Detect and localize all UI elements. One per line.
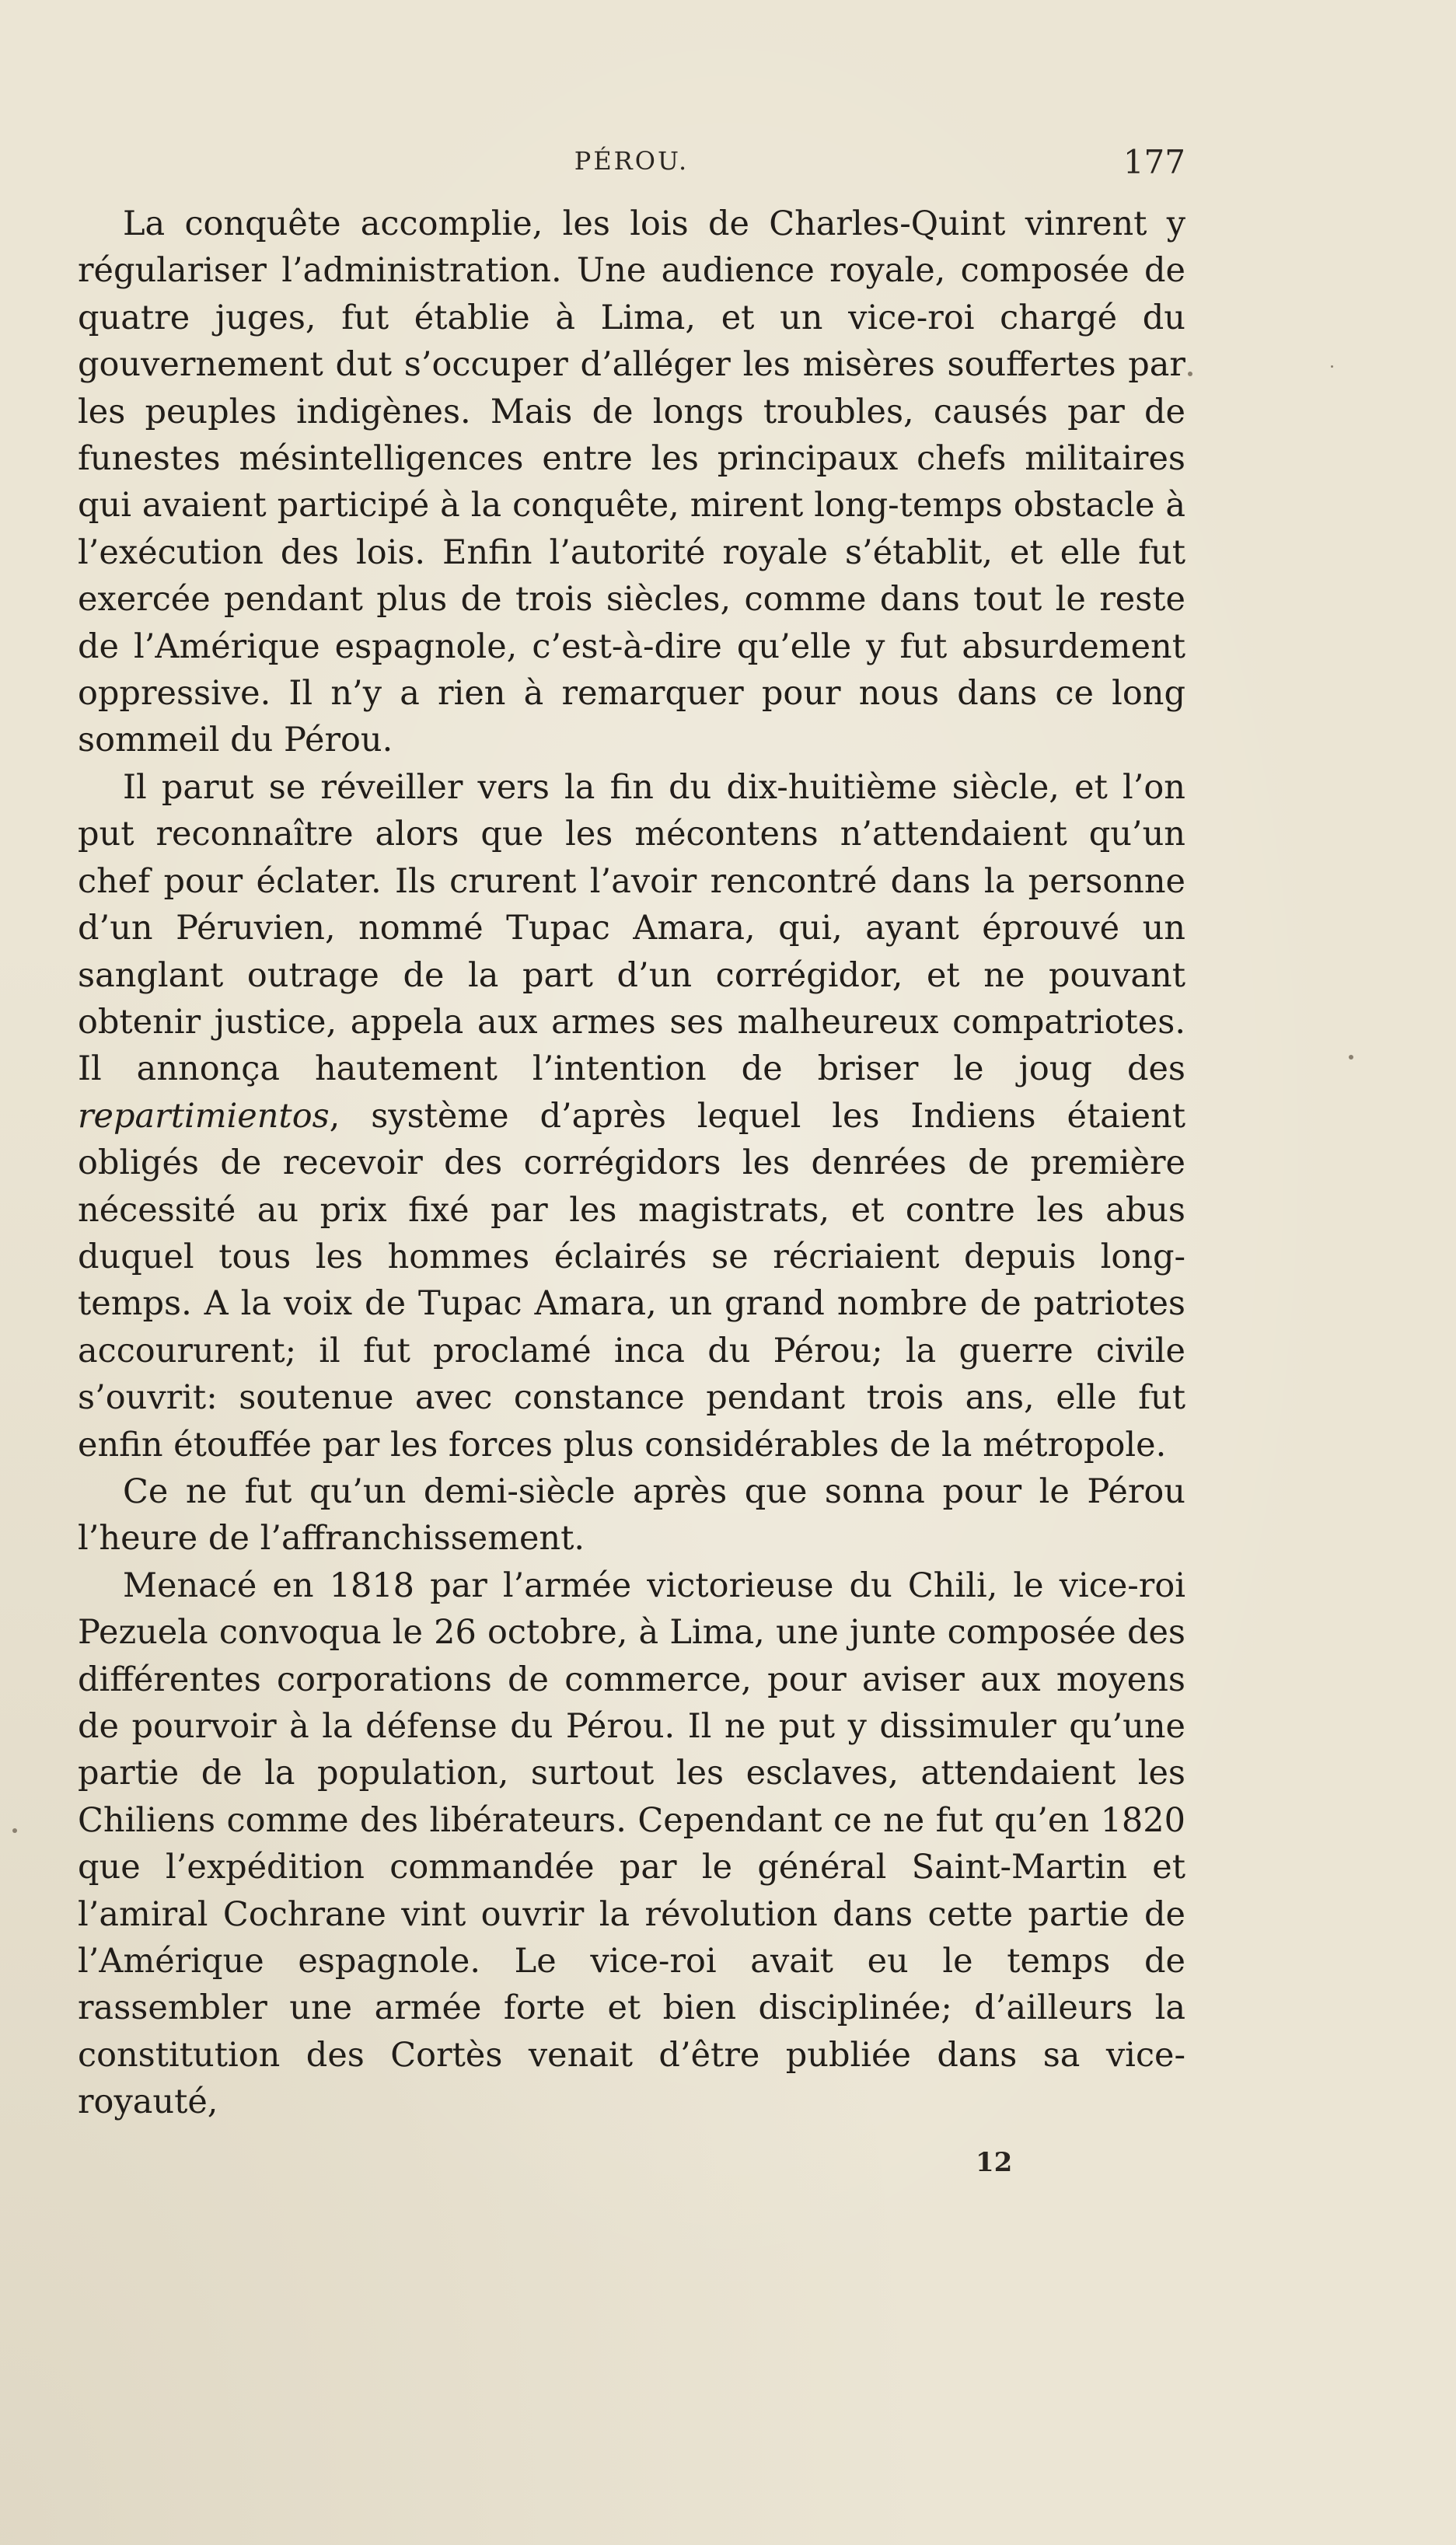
signature-mark: 12 <box>976 2147 1013 2178</box>
paragraph <box>78 1562 1185 2126</box>
paragraph <box>78 1468 1185 1562</box>
text-span: Menacé en 1818 par l’armée victorieuse du Chili, le vice-roi Pezuela convoqua le 26 octobre, à Lima, une junte composée des différentes corporations de commerce, pour aviser aux moyens de pourvoir à la défense du Pérou. Il ne put y dissimuler qu’une partie de la population, surtout les esclaves, attendaient les Chiliens comme des libérateurs. Cependant ce ne fut qu’en 1820 que l’expédition commandée par le général Saint-Martin et l’amiral Cochrane vint ouvrir la révolution dans cette partie de l’Amérique espagnole. Le vice-roi avait eu le temps de rassembler une armée forte et bien disciplinée; d’ailleurs la constitution des Cortès venait d’être publiée dans sa vice-royauté, <box>78 1566 1185 2122</box>
text-span: La conquête accomplie, les lois de Charles-Quint vinrent y régulariser l’administration. Une audience royale, composée de quatre juges, fut établie à Lima, et un vice-roi chargé du gouvernement dut s’occuper d’alléger les misères souffertes par les peuples indigènes. Mais de longs troubles, causés par de funestes mésintelligences entre les principaux chefs militaires qui avaient participé à la conquête, mirent long-temps obstacle à l’exécution des lois. Enfin l’autorité royale s’établit, et elle fut exercée pendant plus de trois siècles, comme dans tout le reste de l’Amérique espagnole, c’est-à-dire qu’elle y fut absurdement oppressive. Il n’y a rien à remarquer pour nous dans ce long sommeil du Pérou. <box>78 204 1185 760</box>
text-span: Ce ne fut qu’un demi-siècle après que sonna pour le Pérou l’heure de l’affranchissement. <box>78 1471 1185 1559</box>
body-text <box>78 201 1185 2126</box>
paper-speck <box>1349 1055 1353 1060</box>
paragraph <box>78 201 1185 764</box>
paragraph <box>78 764 1185 1468</box>
running-title: PÉROU. <box>574 146 690 176</box>
paper-speck <box>1331 365 1333 368</box>
paper-speck <box>1188 372 1192 376</box>
paper-speck <box>12 1828 17 1833</box>
page-number: 177 <box>1123 143 1185 181</box>
running-head <box>78 143 1185 193</box>
italic-term: repartimientos <box>78 1096 330 1136</box>
text-span: Il parut se réveiller vers la fin du dix-huitième siècle, et l’on put reconnaître alors que les mécontens n’attendaient qu’un chef pour éclater. Ils crurent l’avoir rencontré dans la personne d’un Péruvien, nommé Tupac Amara, qui, ayant éprouvé un sanglant outrage de la part d’un corrégidor, et ne pouvant obtenir justice, appela aux armes ses malheureux compatriotes. Il annonça hautement l’intention de briser le joug des <box>78 767 1185 1089</box>
text-span: , système d’après lequel les Indiens étaient obligés de recevoir des corrégidors les denrées de première nécessité au prix fixé par les magistrats, et contre les abus duquel tous les hommes éclairés se récriaient depuis long-temps. A la voix de Tupac Amara, un grand nombre de patriotes accoururent; il fut proclamé inca du Pérou; la guerre civile s’ouvrit: soutenue avec constance pendant trois ans, elle fut enfin étouffée par les forces plus considérables de la métropole. <box>78 1096 1185 1465</box>
